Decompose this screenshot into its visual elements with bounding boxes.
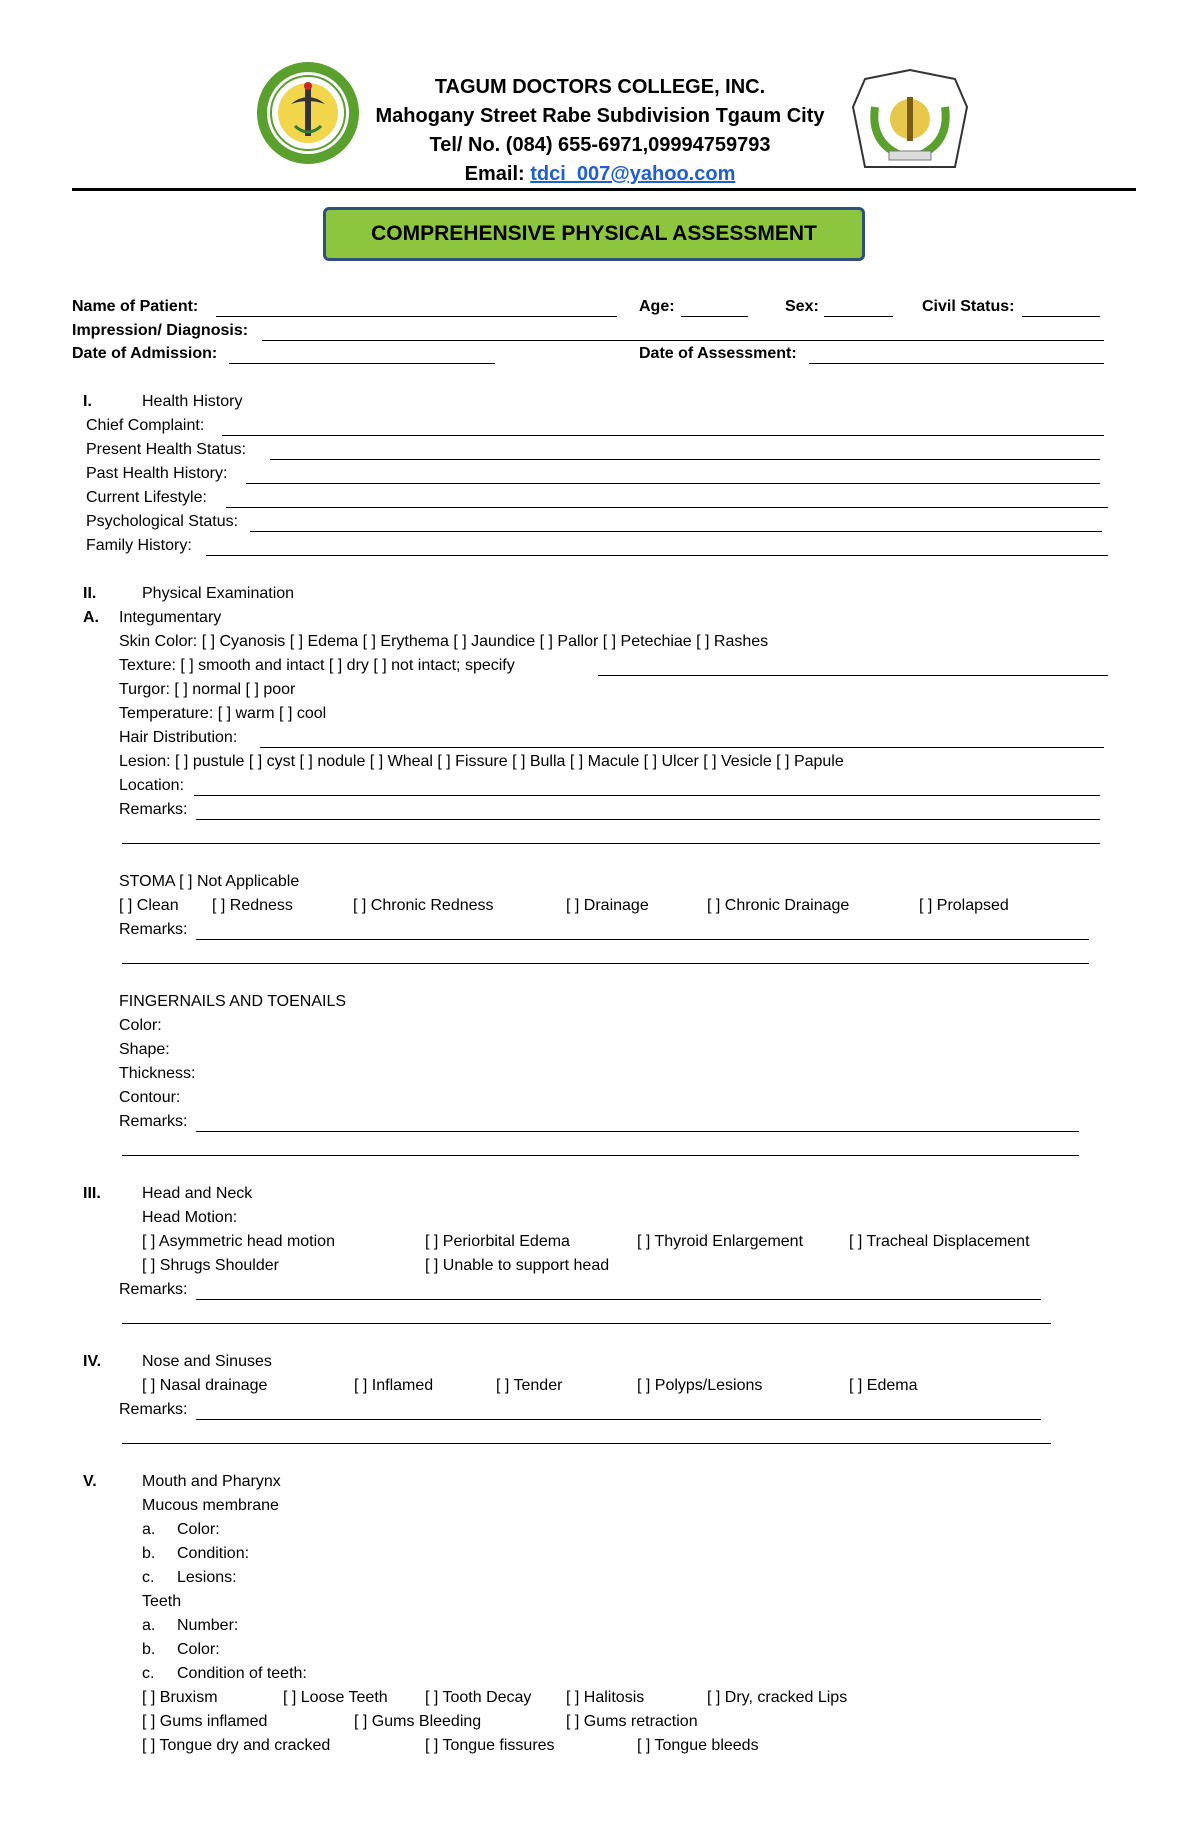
teeth-item-c-letter: c. — [142, 1665, 155, 1682]
chief-complaint-label: Chief Complaint: — [86, 417, 205, 434]
head-neck-remarks-field[interactable] — [196, 1299, 1041, 1300]
hair-distribution-field[interactable] — [260, 747, 1104, 748]
mucous-membrane-label: Mucous membrane — [142, 1497, 279, 1514]
mucous-lesions-label: Lesions: — [177, 1569, 237, 1586]
psychological-status-label: Psychological Status: — [86, 513, 239, 530]
integumentary-remarks-field-2[interactable] — [122, 843, 1100, 844]
stoma-remarks-field-2[interactable] — [122, 963, 1089, 964]
thyroid-enlargement-option[interactable]: [ ] Thyroid Enlargement — [637, 1233, 804, 1250]
stoma-drainage-option[interactable]: [ ] Drainage — [566, 897, 649, 914]
halitosis-option[interactable]: [ ] Halitosis — [566, 1689, 645, 1706]
integumentary-remarks-field[interactable] — [196, 819, 1100, 820]
tongue-fissures-option[interactable]: [ ] Tongue fissures — [425, 1737, 555, 1754]
periorbital-edema-option[interactable]: [ ] Periorbital Edema — [425, 1233, 570, 1250]
nose-remarks-field[interactable] — [196, 1419, 1041, 1420]
nasal-drainage-option[interactable]: [ ] Nasal drainage — [142, 1377, 268, 1394]
nails-remarks-label: Remarks: — [119, 1113, 188, 1130]
bruxism-option[interactable]: [ ] Bruxism — [142, 1689, 218, 1706]
gums-retraction-option[interactable]: [ ] Gums retraction — [566, 1713, 698, 1730]
texture-specify-field[interactable] — [598, 675, 1108, 676]
nose-edema-option[interactable]: [ ] Edema — [849, 1377, 918, 1394]
date-of-admission-field[interactable] — [229, 363, 495, 364]
section-5-number: V. — [83, 1473, 97, 1490]
impression-diagnosis-field[interactable] — [262, 340, 1104, 341]
teeth-color-label: Color: — [177, 1641, 220, 1658]
stoma-label[interactable]: STOMA [ ] Not Applicable — [119, 873, 300, 890]
integumentary-remarks-label: Remarks: — [119, 801, 188, 818]
mucous-item-c-letter: c. — [142, 1569, 155, 1586]
name-of-patient-field[interactable] — [216, 316, 617, 317]
stoma-remarks-field[interactable] — [196, 939, 1089, 940]
gums-bleeding-option[interactable]: [ ] Gums Bleeding — [354, 1713, 482, 1730]
nails-thickness-label: Thickness: — [119, 1065, 196, 1082]
civil-status-field[interactable] — [1022, 316, 1100, 317]
name-of-patient-label: Name of Patient: — [72, 298, 199, 315]
tender-option[interactable]: [ ] Tender — [496, 1377, 563, 1394]
family-history-field[interactable] — [206, 555, 1108, 556]
nails-remarks-field[interactable] — [196, 1131, 1079, 1132]
mucous-item-b-letter: b. — [142, 1545, 156, 1562]
present-health-status-field[interactable] — [270, 459, 1100, 460]
teeth-condition-label: Condition of teeth: — [177, 1665, 307, 1682]
tooth-decay-option[interactable]: [ ] Tooth Decay — [425, 1689, 532, 1706]
tongue-dry-cracked-option[interactable]: [ ] Tongue dry and cracked — [142, 1737, 331, 1754]
section-3-number: III. — [83, 1185, 101, 1202]
subsection-a-letter: A. — [83, 609, 99, 626]
head-neck-remarks-label: Remarks: — [119, 1281, 188, 1298]
current-lifestyle-label: Current Lifestyle: — [86, 489, 207, 506]
unable-to-support-head-option[interactable]: [ ] Unable to support head — [425, 1257, 610, 1274]
age-field[interactable] — [681, 316, 748, 317]
loose-teeth-option[interactable]: [ ] Loose Teeth — [283, 1689, 388, 1706]
age-label: Age: — [639, 298, 675, 315]
college-name: TAGUM DOCTORS COLLEGE, INC. — [434, 76, 766, 98]
teeth-label: Teeth — [142, 1593, 182, 1610]
section-2-number: II. — [83, 585, 97, 602]
texture-options[interactable]: Texture: [ ] smooth and intact [ ] dry [ ] not intact; specify — [119, 657, 515, 674]
civil-status-label: Civil Status: — [922, 298, 1015, 315]
mucous-condition-label: Condition: — [177, 1545, 250, 1562]
stoma-chronic-redness-option[interactable]: [ ] Chronic Redness — [353, 897, 494, 914]
header-divider — [72, 188, 1136, 191]
teeth-item-b-letter: b. — [142, 1641, 156, 1658]
nails-contour-label: Contour: — [119, 1089, 181, 1106]
family-history-label: Family History: — [86, 537, 192, 554]
temperature-options[interactable]: Temperature: [ ] warm [ ] cool — [119, 705, 327, 722]
sex-field[interactable] — [824, 316, 893, 317]
past-health-history-field[interactable] — [246, 483, 1100, 484]
stoma-remarks-label: Remarks: — [119, 921, 188, 938]
sex-label: Sex: — [785, 298, 819, 315]
location-label: Location: — [119, 777, 184, 794]
psychological-status-field[interactable] — [250, 531, 1102, 532]
date-of-assessment-label: Date of Assessment: — [639, 345, 797, 362]
stoma-chronic-drainage-option[interactable]: [ ] Chronic Drainage — [707, 897, 850, 914]
polyps-lesions-option[interactable]: [ ] Polyps/Lesions — [637, 1377, 763, 1394]
nails-remarks-field-2[interactable] — [122, 1155, 1079, 1156]
head-motion-label: Head Motion: — [142, 1209, 238, 1226]
section-4-title: Nose and Sinuses — [142, 1353, 272, 1370]
hair-distribution-label: Hair Distribution: — [119, 729, 238, 746]
turgor-options[interactable]: Turgor: [ ] normal [ ] poor — [119, 681, 296, 698]
chief-complaint-field[interactable] — [222, 435, 1104, 436]
nose-remarks-label: Remarks: — [119, 1401, 188, 1418]
shrugs-shoulder-option[interactable]: [ ] Shrugs Shoulder — [142, 1257, 279, 1274]
college-address: Mahogany Street Rabe Subdivision Tgaum City — [375, 105, 825, 127]
section-2-title: Physical Examination — [142, 585, 295, 602]
section-1-title: Health History — [142, 393, 243, 410]
impression-diagnosis-label: Impression/ Diagnosis: — [72, 322, 249, 339]
stoma-redness-option[interactable]: [ ] Redness — [212, 897, 293, 914]
tongue-bleeds-option[interactable]: [ ] Tongue bleeds — [637, 1737, 759, 1754]
inflamed-option[interactable]: [ ] Inflamed — [354, 1377, 434, 1394]
date-of-assessment-field[interactable] — [809, 363, 1104, 364]
location-field[interactable] — [194, 795, 1100, 796]
nails-color-label: Color: — [119, 1017, 162, 1034]
section-3-title: Head and Neck — [142, 1185, 253, 1202]
past-health-history-label: Past Health History: — [86, 465, 228, 482]
nails-shape-label: Shape: — [119, 1041, 170, 1058]
current-lifestyle-field[interactable] — [226, 507, 1108, 508]
stoma-clean-option[interactable]: [ ] Clean — [119, 897, 179, 914]
fingernails-toenails-title: FINGERNAILS AND TOENAILS — [119, 993, 347, 1010]
asymmetric-head-motion-option[interactable]: [ ] Asymmetric head motion — [142, 1233, 335, 1250]
nursing-emblem-logo — [845, 67, 975, 175]
college-email-line — [0, 162, 1200, 186]
nose-remarks-field-2[interactable] — [122, 1443, 1051, 1444]
tracheal-displacement-option[interactable]: [ ] Tracheal Displacement — [849, 1233, 1030, 1250]
form-title: COMPREHENSIVE PHYSICAL ASSESSMENT — [323, 207, 865, 261]
mucous-color-label: Color: — [177, 1521, 220, 1538]
teeth-item-a-letter: a. — [142, 1617, 156, 1634]
subsection-a-title: Integumentary — [119, 609, 222, 626]
email-label: Email: — [464, 163, 531, 185]
mucous-item-a-letter: a. — [142, 1521, 156, 1538]
gums-inflamed-option[interactable]: [ ] Gums inflamed — [142, 1713, 268, 1730]
section-1-number: I. — [83, 393, 92, 410]
college-telephone: Tel/ No. (084) 655-6971,09994759793 — [429, 134, 771, 156]
skin-color-options[interactable]: Skin Color: [ ] Cyanosis [ ] Edema [ ] Erythema [ ] Jaundice [ ] Pallor [ ] Petechiae [ ] Rashes — [119, 633, 769, 650]
section-4-number: IV. — [83, 1353, 102, 1370]
section-5-title: Mouth and Pharynx — [142, 1473, 281, 1490]
date-of-admission-label: Date of Admission: — [72, 345, 218, 362]
lesion-options[interactable]: Lesion: [ ] pustule [ ] cyst [ ] nodule [ ] Wheal [ ] Fissure [ ] Bulla [ ] Macule [ ] Ulcer [ ] Vesicle [ ] Papule — [119, 753, 844, 770]
teeth-number-label: Number: — [177, 1617, 239, 1634]
present-health-status-label: Present Health Status: — [86, 441, 247, 458]
head-neck-remarks-field-2[interactable] — [122, 1323, 1051, 1324]
stoma-prolapsed-option[interactable]: [ ] Prolapsed — [919, 897, 1009, 914]
email-link[interactable]: tdci_007@yahoo.com — [530, 163, 736, 185]
dry-cracked-lips-option[interactable]: [ ] Dry, cracked Lips — [707, 1689, 848, 1706]
